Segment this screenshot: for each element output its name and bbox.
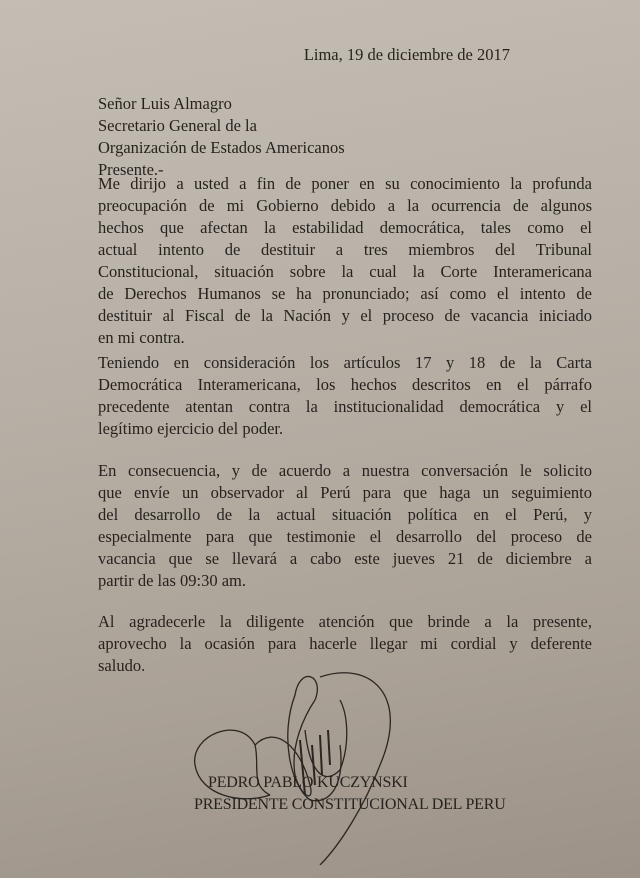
text-line: Al agradecerle la diligente atención que brinde a la presente, — [98, 612, 592, 631]
text-line: Constitucional, situación sobre la cual la Corte Interamericana — [98, 262, 592, 281]
text-line: destituir al Fiscal de la Nación y el proceso de vacancia iniciado — [98, 306, 592, 325]
paragraph-1 — [98, 173, 592, 349]
paragraph-3 — [98, 460, 592, 592]
text-line: saludo. — [98, 656, 146, 675]
text-line: partir de las 09:30 am. — [98, 571, 247, 590]
text-line: hechos que afectan la estabilidad democrática, tales como el — [98, 218, 592, 237]
addressee-presente: Presente.- — [98, 160, 164, 179]
text-line: que envíe un observador al Perú para que haga un seguimiento — [98, 483, 592, 502]
text-line: legítimo ejercicio del poder. — [98, 419, 284, 438]
text-line: en mi contra. — [98, 328, 185, 347]
signatory-title: PRESIDENTE CONSTITUCIONAL DEL PERU — [194, 796, 506, 813]
text-line: de Derechos Humanos se ha pronunciado; así como el intento de — [98, 284, 592, 303]
paragraph-2 — [98, 352, 592, 440]
addressee-organization: Organización de Estados Americanos — [98, 138, 345, 157]
text-line: precedente atentan contra la institucionalidad democrática y el — [98, 397, 592, 416]
text-line: especialmente para que testimonie el desarrollo del proceso de — [98, 527, 592, 546]
addressee-name: Señor Luis Almagro — [98, 94, 232, 113]
text-line: Teniendo en consideración los artículos 17 y 18 de la Carta — [98, 353, 592, 372]
text-line: En consecuencia, y de acuerdo a nuestra conversación le solicito — [98, 461, 592, 480]
text-line: Democrática Interamericana, los hechos descritos en el párrafo — [98, 375, 592, 394]
text-line: actual intento de destituir a tres miembros del Tribunal — [98, 240, 592, 259]
signature-block — [194, 772, 506, 816]
text-line: del desarrollo de la actual situación política en el Perú, y — [98, 505, 592, 524]
text-line: aprovecho la ocasión para hacerle llegar mi cordial y deferente — [98, 634, 592, 653]
text-line: Me dirijo a usted a fin de poner en su conocimiento la profunda — [98, 174, 592, 193]
letter-date: Lima, 19 de diciembre de 2017 — [303, 45, 510, 64]
addressee-block — [98, 93, 345, 181]
signatory-name: PEDRO PABLO KUCZYNSKI — [208, 774, 408, 791]
text-line: vacancia que se llevará a cabo este jueves 21 de diciembre a — [98, 549, 592, 568]
text-line: preocupación de mi Gobierno debido a la ocurrencia de algunos — [98, 196, 592, 215]
handwritten-signature — [180, 655, 400, 865]
addressee-position: Secretario General de la — [98, 116, 257, 135]
